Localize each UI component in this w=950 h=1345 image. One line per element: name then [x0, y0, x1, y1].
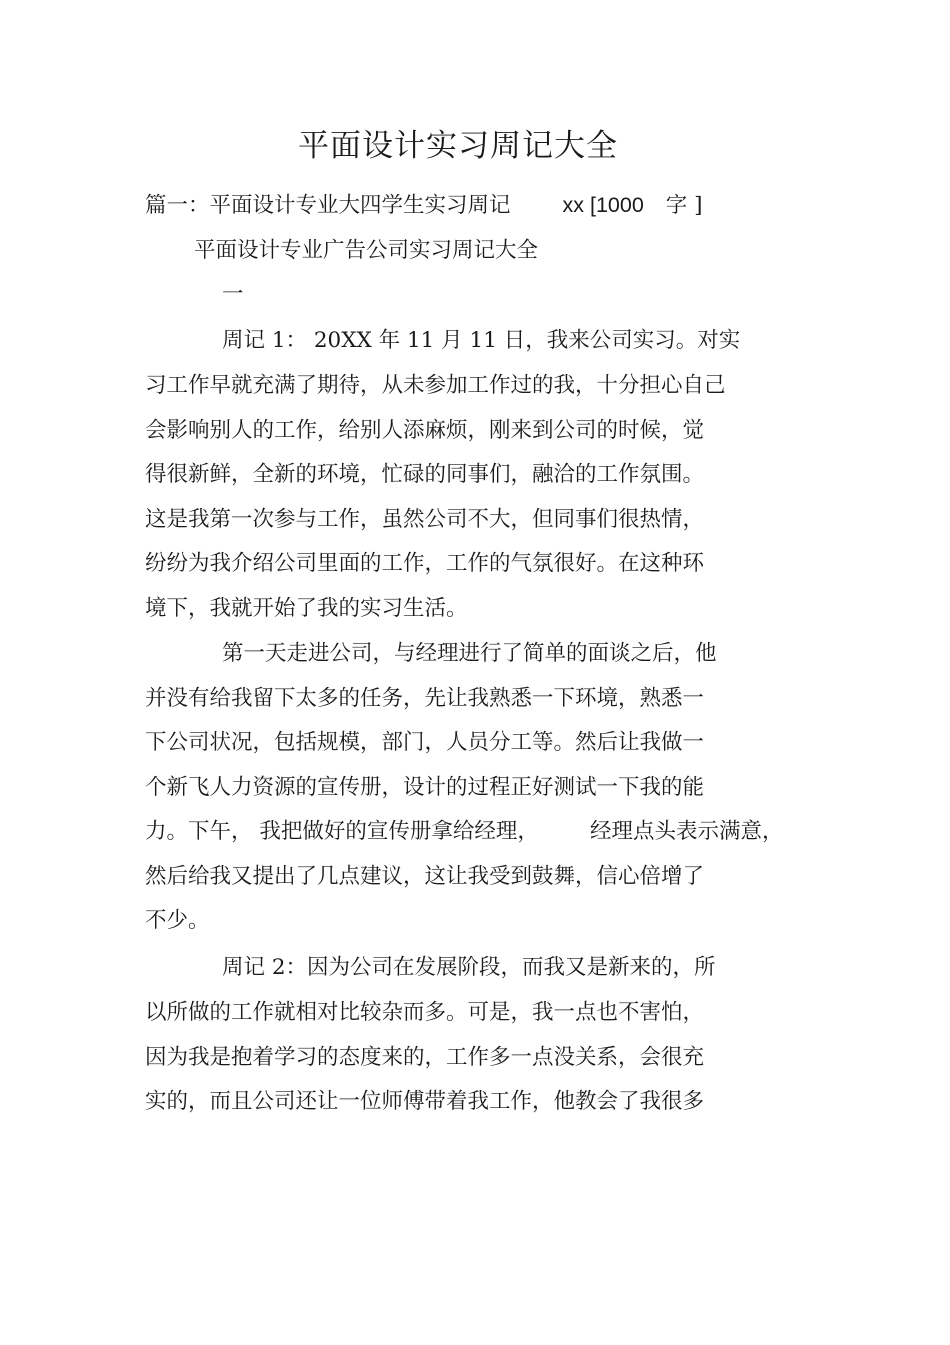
- paragraph-line: 下公司状况，包括规模，部门，人员分工等。然后让我做一: [145, 730, 705, 755]
- paragraph-line: 个新飞人力资源的宣传册，设计的过程正好测试一下我的能: [145, 775, 705, 800]
- paragraph-line: 周记 2：因为公司在发展阶段，而我又是新来的，所: [222, 955, 716, 980]
- paragraph-line: 会影响别人的工作，给别人添麻烦，刚来到公司的时候，觉: [145, 418, 705, 443]
- chapter-heading: [145, 190, 703, 221]
- paragraph-line: 纷纷为我介绍公司里面的工作，工作的气氛很好。在这种环: [145, 551, 705, 576]
- paragraph-line: 并没有给我留下太多的任务，先让我熟悉一下环境，熟悉一: [145, 686, 705, 711]
- paragraph-line: 这是我第一次参与工作，虽然公司不大，但同事们很热情，: [145, 507, 705, 532]
- paragraph-line: 因为我是抱着学习的态度来的，工作多一点没关系，会很充: [145, 1045, 705, 1070]
- paragraph-line: 得很新鲜，全新的环境，忙碌的同事们，融洽的工作氛围。: [145, 462, 705, 487]
- section-mark: 一: [222, 282, 244, 307]
- paragraph-line: 习工作早就充满了期待，从未参加工作过的我，十分担心自己: [145, 373, 726, 398]
- paragraph-line: 以所做的工作就相对比较杂而多。可是，我一点也不害怕，: [145, 1000, 705, 1025]
- document-title: 平面设计实习周记大全: [298, 128, 618, 164]
- chapter-heading-wordcount: xx [1000: [562, 193, 644, 217]
- paragraph-line: 然后给我又提出了几点建议，这让我受到鼓舞，信心倍增了: [145, 864, 705, 889]
- paragraph-line: 实的，而且公司还让一位师傅带着我工作，他教会了我很多: [145, 1089, 705, 1114]
- subheading: 平面设计专业广告公司实习周记大全: [194, 238, 539, 263]
- chapter-heading-text: 篇一：平面设计专业大四学生实习周记: [145, 193, 511, 218]
- paragraph-line: 境下，我就开始了我的实习生活。: [145, 596, 468, 621]
- paragraph-line-part: 经理点头表示满意，: [590, 819, 784, 844]
- paragraph-line: 不少。: [145, 908, 210, 933]
- paragraph-line-part: 力。下午， 我把做好的宣传册拿给经理，: [145, 819, 539, 844]
- paragraph-line: 第一天走进公司，与经理进行了简单的面谈之后，他: [222, 641, 717, 666]
- chapter-heading-unit: 字 ]: [665, 193, 703, 218]
- paragraph-line: 周记 1： 20XX 年 11 月 11 日，我来公司实习。对实: [222, 328, 741, 353]
